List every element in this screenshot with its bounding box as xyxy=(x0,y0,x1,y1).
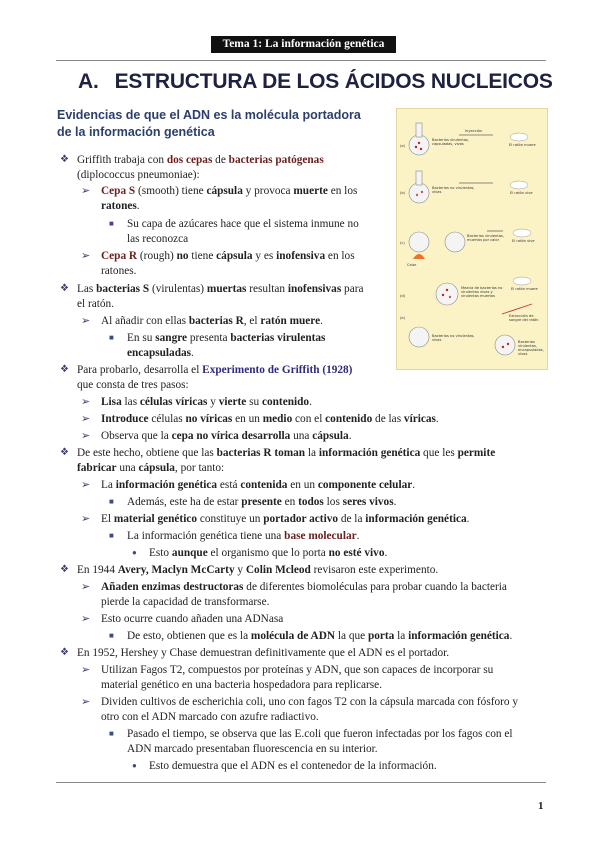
label-f: Bacterias xyxy=(518,340,535,344)
label-f4: vivas xyxy=(518,352,528,356)
list-item-cont: fabricar una cápsula, por tanto: xyxy=(77,462,225,474)
mouse-d-label: El ratón muere xyxy=(511,287,538,291)
flask-d xyxy=(436,283,458,305)
label-c2: muertas por calor xyxy=(467,238,500,242)
flask-e2 xyxy=(495,335,515,355)
label-d: Mezcla de bacterias no xyxy=(461,286,503,290)
bacteria-dot xyxy=(421,191,423,193)
list-item: ● Esto demuestra que el ADN es el contenedor de la información. xyxy=(149,759,437,773)
mouse-a-label: El ratón muere xyxy=(509,143,536,147)
label-a2: capsuladas, vivas xyxy=(432,142,464,146)
list-item-cont: que consta de tres pasos: xyxy=(77,379,189,391)
bacteria-dot xyxy=(502,346,504,348)
mouse-b-label: El ratón vive xyxy=(510,191,533,195)
syringe-e xyxy=(502,304,532,314)
list-item: ■ La información genética tiene una base molecular. xyxy=(127,529,359,543)
list-item: ➢ Añaden enzimas destructoras de diferentes biomoléculas para probar cuando la bacteria xyxy=(101,580,507,594)
list-item: ➢ Utilizan Fagos T2, compuestos por proteínas y ADN, que son capaces de incorporar su xyxy=(101,663,493,677)
label-d3: virulentas muertas xyxy=(461,294,495,298)
bacteria-dot xyxy=(446,289,448,291)
heat-label: Calor xyxy=(407,263,417,267)
flask-b-neck xyxy=(416,171,422,185)
list-item: ➢ Dividen cultivos de escherichia coli, uno con fagos T2 con la cápsula marcada con fósforo y xyxy=(101,695,518,709)
flask-a-neck xyxy=(416,123,422,137)
list-item: ❖ En 1944 Avery, Maclyn McCarty y Colin Mcleod revisaron este experimento. xyxy=(77,563,438,577)
top-divider xyxy=(56,60,546,61)
section-title-text: ESTRUCTURA DE LOS ÁCIDOS NUCLEICOS xyxy=(114,70,553,93)
mouse-b-icon xyxy=(510,181,528,189)
label-e: Bacterias no virulentas, xyxy=(432,334,475,338)
list-item-cont: ADN marcado presentaban fluorescencia en su interior. xyxy=(127,743,378,755)
list-item: ➢ Cepa R (rough) no tiene cápsula y es inofensiva en los xyxy=(101,249,355,263)
list-item: ➢ Esto ocurre cuando añaden una ADNasa xyxy=(101,612,283,626)
list-item: ❖ En 1952, Hershey y Chase demuestran definitivamente que el ADN es el portador. xyxy=(77,646,449,660)
flask-e1 xyxy=(409,327,429,347)
mouse-c-icon xyxy=(513,229,531,237)
list-item: ❖ De este hecho, obtiene que las bacterias R toman la información genética que les permite xyxy=(77,446,495,460)
subtitle-line-1: Evidencias de que el ADN es la molécula portadora xyxy=(57,108,361,122)
label-c: Bacterias virulentas, xyxy=(467,234,504,238)
list-item: ● Esto aunque el organismo que lo porta no esté vivo. xyxy=(149,546,387,560)
mouse-a-icon xyxy=(510,133,528,141)
griffith-experiment-figure xyxy=(396,108,548,370)
bacteria-dot xyxy=(507,343,509,345)
list-item: ➢ La información genética está contenida en un componente celular. xyxy=(101,478,415,492)
bacteria-dot xyxy=(416,194,418,196)
list-item: ■ En su sangre presenta bacterias virulentas xyxy=(127,331,325,345)
label-d2: virulentas vivas y xyxy=(461,290,493,294)
list-item: ➢ El material genético constituye un portador activo de la información genética. xyxy=(101,512,469,526)
list-item-cont: ratones. xyxy=(101,265,137,277)
section-number: A. xyxy=(78,70,99,93)
list-item: ➢ Cepa S (smooth) tiene cápsula y provoca muerte en los xyxy=(101,184,357,198)
list-item: ❖ Las bacterias S (virulentas) muertas resultan inofensivas para xyxy=(77,282,363,296)
step-label-a: (a) xyxy=(400,144,406,148)
list-item-cont: el ratón. xyxy=(77,298,115,310)
step-label-d: (d) xyxy=(400,294,406,298)
bacteria-dot xyxy=(418,142,420,144)
label-blood2: sangre del ratón xyxy=(509,318,539,322)
flask-c2 xyxy=(445,232,465,252)
bacteria-dot xyxy=(449,296,451,298)
list-item-cont: otro con el ADN marcado con azufre radiactivo. xyxy=(101,711,319,723)
bacteria-dot xyxy=(442,294,444,296)
label-f2: virulentas, xyxy=(518,344,537,348)
list-item: ■ Pasado el tiempo, se observa que las E.coli que fueron infectadas por los fagos con el xyxy=(127,727,513,741)
injection-label: Inyección xyxy=(465,129,483,133)
step-label-e: (e) xyxy=(400,316,406,320)
page-number: 1 xyxy=(538,800,544,812)
label-e2: vivas xyxy=(432,338,442,342)
step-label-c: (c) xyxy=(400,241,405,245)
bottom-divider xyxy=(56,782,546,783)
flask-b xyxy=(409,183,429,203)
mouse-c-label: El ratón vive xyxy=(512,239,535,243)
list-item: ➢ Al añadir con ellas bacterias R, el ratón muere. xyxy=(101,314,323,328)
flame-icon xyxy=(413,254,425,259)
subtitle xyxy=(57,107,387,141)
list-item-cont: (diplococcus pneumoniae): xyxy=(77,169,200,181)
list-item: ➢ Lisa las células víricas y vierte su contenido. xyxy=(101,395,312,409)
subtitle-line-2: de la información genética xyxy=(57,125,215,139)
list-item: ■ Su capa de azúcares hace que el sistema inmune no xyxy=(127,217,359,231)
list-item: ❖ Para probarlo, desarrolla el Experimento de Griffith (1928) xyxy=(77,363,352,377)
bacteria-dot xyxy=(420,148,422,150)
list-item: ■ Además, este ha de estar presente en todos los seres vivos. xyxy=(127,495,396,509)
flask-a xyxy=(409,135,429,155)
label-blood: Extracción de xyxy=(509,314,534,318)
section-title xyxy=(78,70,553,94)
mouse-d-icon xyxy=(513,277,531,285)
step-label-b: (b) xyxy=(400,191,406,195)
label-b: Bacterias no virulentas, xyxy=(432,186,475,190)
list-item-cont: pierde la capacidad de transformarse. xyxy=(101,596,270,608)
flask-c1 xyxy=(409,232,429,252)
label-a: Bacterias virulentas, xyxy=(432,138,469,142)
label-b2: vivas xyxy=(432,190,442,194)
label-f3: encapsuladas, xyxy=(518,348,544,352)
list-item-cont: material genético en una bacteria hospedadora para replicarse. xyxy=(101,679,383,691)
bacteria-dot xyxy=(415,146,417,148)
griffith-diagram xyxy=(397,109,547,369)
list-item-cont: ratones. xyxy=(101,200,140,212)
list-item-cont: encapsuladas. xyxy=(127,347,194,359)
list-item: ➢ Observa que la cepa no vírica desarrolla una cápsula. xyxy=(101,429,352,443)
topic-header: Tema 1: La información genética xyxy=(211,36,396,53)
list-item-cont: las reconozca xyxy=(127,233,189,245)
list-item: ■ De esto, obtienen que es la molécula de ADN la que porta la información genética. xyxy=(127,629,512,643)
list-item: ❖ Griffith trabaja con dos cepas de bacterias patógenas xyxy=(77,153,324,167)
list-item: ➢ Introduce células no víricas en un medio con el contenido de las víricas. xyxy=(101,412,439,426)
